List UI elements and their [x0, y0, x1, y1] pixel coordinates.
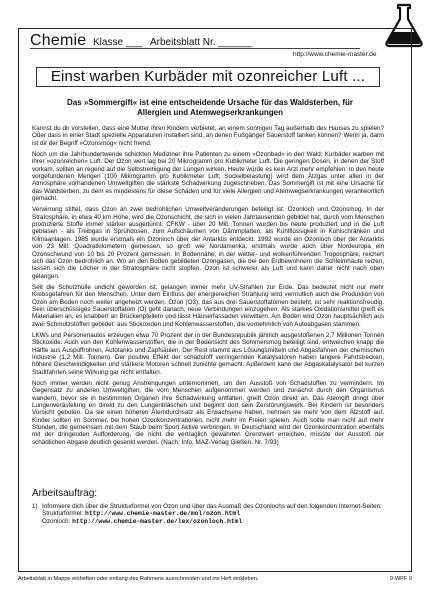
task-heading: Arbeitsauftrag: [32, 488, 98, 499]
task-number: 1) [32, 503, 38, 510]
paragraph: Verwirrung stiftet, dass Ozon an zwei bedrohlichen Umweltveränderungen beteiligt ist: Ozonloch und Ozonsmog. In der Stratosphäre, in etwa 40 km Höhe, wird die Ozonschicht, die sich in vielen Jahrtausenden gebildet hat, durch vom Menschen produzierte Stoffe immer stärker ausgedünnt. CFKW - über 20 Mill. Tonnen wurden bis heute produziert und in die Luft geblasen - als Treibgas in Sprühdosen, zum Aufschäumen von Dämmplatten, als Kühlflüssigkeit in Kühlschränken und Klimaanlagen. 1985 wurde erstmals ein Ozonloch über der Antarktis entdeckt. 1992 wurde ein Ozonloch über der Antarktis von 23 Mill. Quadratkilometern gemessen, so groß wie Nordamerika, erstmals wurde auch über Nordeuropa ein Ozonschwund von 10 bis 20 Prozent gemessen. In Bodennähe, in der wetter- und wolkenführenden Troposphäre, reichert sich das Ozon bedrohlich an. Wo an den Boden gebildeten Ozongasen, die bei den Erdbewohnern die Schleimhäute reizen, lassen sich die Löcher in der Stratosphäre nicht stopfen. Ozon ist schwerer als Luft und kann daher nicht nach oben gelangen. [32, 206, 384, 280]
task-item [32, 503, 384, 525]
klasse-field: Klasse ___ [93, 37, 143, 48]
paragraph: Noch um die Jahrhundertwende schickten Mediziner ihre Patienten zu einem »Ozonbad« in den Wald; Kurbäder warben mit ihrer »ozonreichen« Luft. Der Ozon wert lag bei 20 Mikrogramm pro Kubikmeter Luft. Die geringen Dosen, in denen der Stoff vorkam, sollten an regend auf die Selbstreinigung der Lungen wirken. Heute würde es kein Arzt mehr empfehlen. In den heute vorgefundenen Mengen (100 Mikrogramm pro Kubikmeter Luft; Sockelbelastung) wird dem Ätzgas unter allen in der Atmosphäre vorhandenen Umweltgiften die stärkste Schadwirkung zugeschrieben. Das Sommergift ist mit eine Ursache für das Waldsterben, zu dem es mindestens für diese Schäden und für viele Allergien und Atemwegserkrankungen verantwortlich gemacht. [32, 151, 384, 203]
paragraph: LKWs und Personenautos erzeugen etwa 70 Prozent der in der Bundesrepublik jährlich ausgestoßenen 2,7 Millionen Tonnen Stickoxide. Auch von den Kohlenwasserstoffen, die in der Bodensicht des Sommersmog beteiligt sind, entweichen knapp die Hälfte aus Auspuffrohren, Autotanks und Zapfsäulen. Der Rest stammt aus Lösungsmitteln und Abgasfahnen der chemischen Industrie (1,2 Mill. Tonnen). Der positive Effekt der schadstoff verringernden Katalysatoren haben langere Fahrtstrecken, höhere Geschwindigkeiten und stärkere Motoren schnell zunichte gemacht. Außerdem kann der Abgaskatalysator bei kurzen Stadtfahrten seine Wirkung gar nicht entfalten. [32, 331, 384, 376]
footer-code: 9-WPF 9 [389, 576, 412, 582]
subject-title: Chemie [30, 32, 87, 49]
header-url[interactable]: http://www.chemie-master.de [293, 51, 377, 58]
paragraph: Kannst du dir vorstellen, dass eine Mutter ihren Kindern verbietet, an einem sonnigen Tag außerhalb des Hauses zu spielen? Oder dass in einer Stadt spezielle Apparaturen installiert sind, an denen Fußgänger Sauerstoff tanken können? Wenn ja, dann ist dir der Begriff »Ozonsmog« nicht fremd. [32, 125, 384, 147]
task-section [32, 488, 384, 525]
article-body [32, 125, 384, 450]
link-ozonloch[interactable]: http://www.chemie-master.de/lex/ozonloch.html [72, 517, 243, 525]
footer-instruction: Arbeitsblatt in Mappe einheften oder entlang des Rahmens ausschneiden und ins Heft einkleben. [18, 576, 259, 582]
link-strukturformel[interactable]: http://www.chemie-master.de/mol/ozon.html [85, 510, 240, 518]
task-text: Informiere dich über die Strukturformel von Ozon und über das Ausmaß des Ozonlochs auf den folgenden Internet-Seiten: [42, 503, 382, 510]
link-label-strukturformel: Strukturformel: [42, 510, 84, 518]
link-label-ozonloch: Ozonloch: [42, 517, 71, 525]
arbeitsblatt-number-field: Arbeitsblatt Nr. ______ [150, 37, 252, 48]
worksheet-subtitle: Das »Sommergift« ist eine entscheidende Ursache für das Waldsterben, für Allergien und Atemwegserkrankungen [66, 98, 353, 117]
paragraph: Seit die Schutzhülle undicht geworden ist, gelangen immer mehr UV-Strahlen zur Erde. Das bedeutet nicht nur mehr Krebsgefahren für den Menschen. Unter dem Einfluss der energiereichen Strahlung wird vermutlich auch die Produktion von Ozon am Boden noch weiter angeheizt werden. Ozon (O3), das aus drei Sauerstoffatomen besteht, ist sehr reaktionsfreudig. Sein überschüssiges Sauerstoffatom (O) geht danach, neue Verbindungen einzugehen. Als starkes Oxidationsmittel greift es Materialien an, es knabbert an Brückenpfeilern und lässt Häuserfassaden verwittern. Am Boden wird Ozon hauptsächlich aus zwei Schmutzstoffen gebildet: aus Stickoxiden und Kohlenwasserstoffen, die vornehmlich von Autoabgasen stammen. [32, 283, 384, 328]
task-link-row [42, 518, 384, 525]
worksheet-title: Einst warben Kurbäder mit ozonreicher Luft ... [50, 68, 366, 85]
task-link-row [42, 510, 384, 517]
paragraph: Noch immer werden nicht genug Anstrengungen unternommen, um den Ausstoß von Schadstoffen zu vermindern. Im Gegensatz zu anderen Umweltgiften, die vom Menschen aufgenommen werden und zunächst durch den Organismus wandern, bevor sie in bestimmten Organen ihre Schadwirkung entfalten, greift Ozon direkt an. Das Atemgift dringt über Lungenverästelung en direkt zu den Lungenbläschen und beginnt dort sein Zerstörungswerk. Bei Kindern ist besonders Vorsicht geboten. Da sie einen höheren Atemdurchsatz als Erwachsene haben, nehmen sie mehr von dem Ätzstoff auf. Kinder sollten im Sommer, bei hohen Ozonkonzentrationen, nicht mehr im Freien spielen. Auch sollte man nicht auf mehr Stunden, die gemeinsam mit dem Staub beim Sport Aktive verbringen. In Deutschland wird der Ozonkonzentration ebenfalls mit der dringenden Aufforderung, die nicht die vertraglich gewährten Grenzwert erreichen, müsste der Ausstoß der schädlichen Abgase deutlich gesenkt werden. (Nach: Info, MAZ-Verlag Gießen, Nr. 7/93) [32, 380, 384, 446]
title-box [36, 67, 380, 87]
